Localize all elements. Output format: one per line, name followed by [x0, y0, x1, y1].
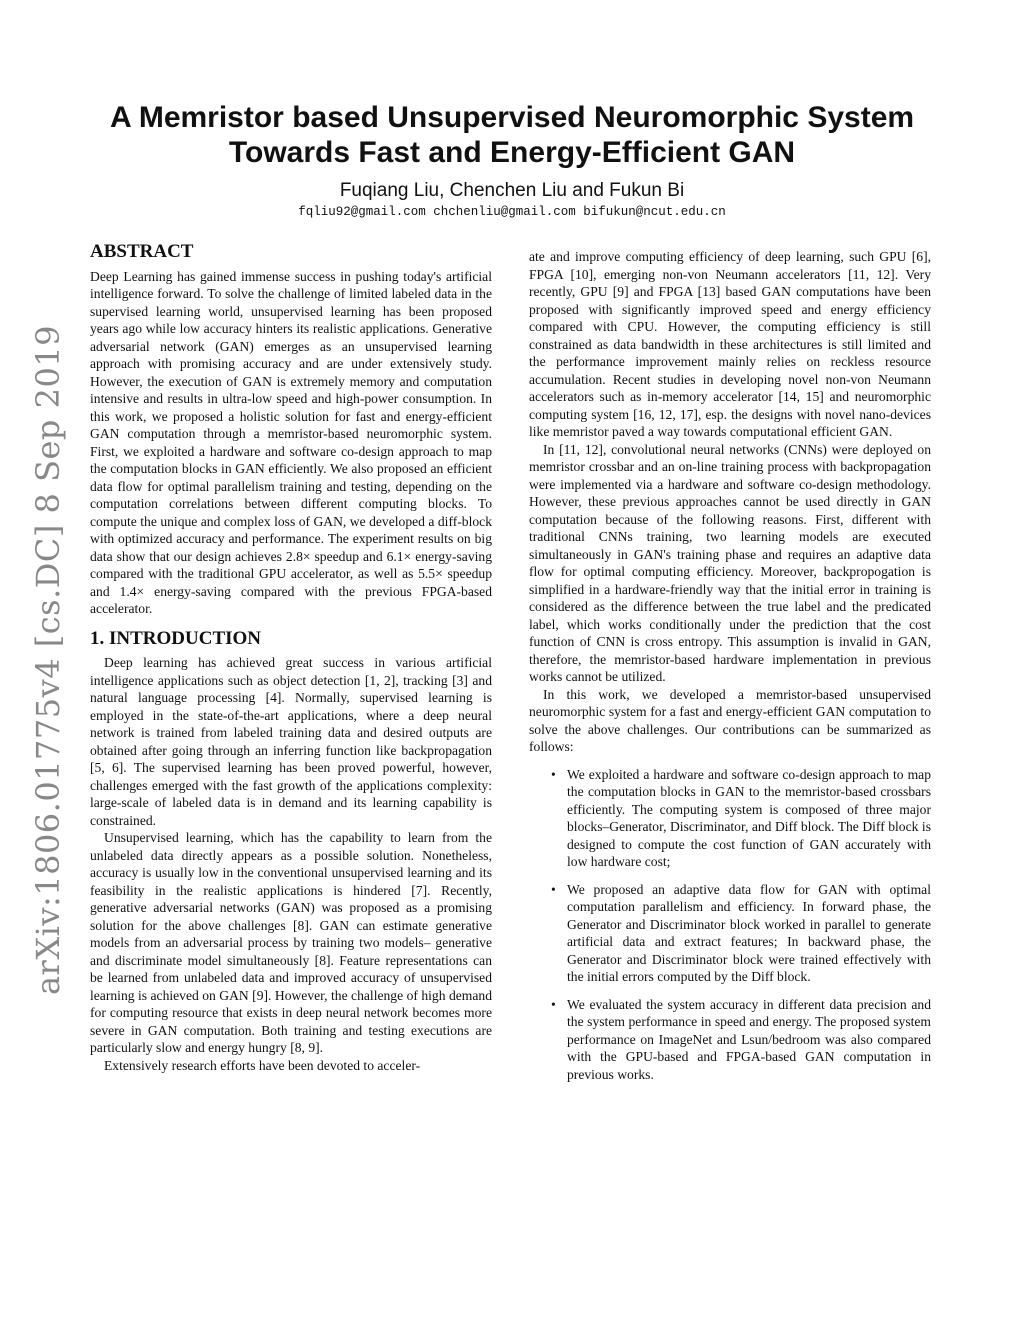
intro-paragraph-3-start: Extensively research efforts have been devoted to acceler-: [104, 1057, 421, 1073]
contribution-text: We evaluated the system accuracy in different data precision and the system performance in speed and energy. The proposed system performance on ImageNet and Lsun/bedroom was also compared with the GPU-based and FPGA-based GAN computation in previous works.: [567, 996, 931, 1082]
contribution-list: [529, 766, 931, 1084]
right-column: [529, 248, 931, 1093]
title-line-2: Towards Fast and Energy-Efficient GAN: [228, 136, 796, 169]
list-item: [529, 881, 931, 986]
bullet-icon: •: [551, 766, 556, 782]
intro-paragraph-5: In this work, we developed a memristor-based unsupervised neuromorphic system for a fast and energy-efficient GAN computation to solve the above challenges. Our contributions can be summarized as follows:: [529, 686, 931, 754]
abstract-heading: ABSTRACT: [90, 241, 194, 262]
left-column: [90, 243, 492, 1074]
intro-paragraph-2: Unsupervised learning, which has the capability to learn from the unlabeled data directly appears as a possible solution. Nonetheless, accuracy is usually low in the conventional unsupervised learning and its feasibility in the realistic applications is hindered [7]. Recently, generative adversarial networks (GAN) was proposed as a promising solution for the above challenges [8]. GAN can estimate generative models from an adversarial process by training two models– generative and discriminate model simultaneously [8]. Feature representations can be learned from unlabeled data and improved accuracy of unsupervised learning is achieved on GAN [9]. However, the challenge of high demand for computing resource that exists in deep neural network becomes more severe in GAN computation. Both training and testing executions are particularly slow and energy hungry [8, 9].: [90, 830, 492, 1055]
intro-paragraph-1: Deep learning has achieved great success in various artificial intelligence applications such as object detection [1, 2], tracking [3] and natural language processing [4]. Normally, supervised learning is employed in the state-of-the-art applications, where a deep neural network is trained from labeled training data and desired outputs are obtained after going through an inferring function like backpropagation [5, 6]. The supervised learning has been proved powerful, however, challenges emerged with the fast growth of the applications complexity: large-scale of labeled data is in demand and its learning capability is constrained.: [90, 655, 492, 828]
title-line-1: A Memristor based Unsupervised Neuromorphic System: [109, 101, 915, 134]
arxiv-identifier: arXiv:1806.01775v4 [cs.DC] 8 Sep 2019: [29, 324, 68, 996]
paper-title: [90, 100, 934, 170]
contribution-text: We proposed an adaptive data flow for GAN with optimal computation parallelism and efficiency. In forward phase, the Generator and Discriminator block worked in parallel to generate artificial data and extract features; In backward phase, the Generator and Discriminator block were trained effectively with the initial errors computed by the Diff block.: [567, 881, 931, 984]
author-emails: fqliu92@gmail.com chchenliu@gmail.com bifukun@ncut.edu.cn: [298, 205, 726, 219]
abstract-text: Deep Learning has gained immense success in pushing today's artificial intelligence forward. To solve the challenge of limited labeled data in the supervised learning world, unsupervised learning has been proposed years ago while low accuracy hinters its realistic applications. Generative adversarial network (GAN) emerges as an unsupervised learning approach with promising accuracy and are under extensively study. However, the execution of GAN is extremely memory and computation intensive and results in ultra-low speed and high-power consumption. In this work, we proposed a holistic solution for fast and energy-efficient GAN computation through a memristor-based neuromorphic system. First, we exploited a hardware and software co-design approach to map the computation blocks in GAN efficiently. We also proposed an efficient data flow for optimal parallelism training and testing, depending on the computation correlations between different computing blocks. To compute the unique and complex loss of GAN, we developed a diff-block with optimized accuracy and performance. The experiment results on big data show that our design achieves 2.8× speedup and 6.1× energy-saving compared with the traditional GPU accelerator, as well as 5.5× speedup and 1.4× energy-saving compared with the previous FPGA-based accelerator.: [90, 268, 492, 616]
contribution-text: We exploited a hardware and software co-design approach to map the computation blocks in GAN to the memristor-based crossbars efficiently. The computing system is composed of three major blocks–Generator, Discriminator, and Diff block. The Diff block is designed to compute the cost function of GAN accurately with low hardware cost;: [567, 766, 931, 869]
list-item: [529, 766, 931, 871]
list-item: [529, 996, 931, 1084]
bullet-icon: •: [551, 996, 556, 1012]
introduction-heading: 1. INTRODUCTION: [90, 627, 262, 649]
bullet-icon: •: [551, 881, 556, 897]
intro-paragraph-4: In [11, 12], convolutional neural networks (CNNs) were deployed on memristor crossbar and an on-line training process with backpropagation were implemented via a hardware and software co-design methodology. However, these previous approaches cannot be used directly in GAN computation because of the following reasons. First, different with traditional CNNs training, two learning models are executed simultaneously in GAN's training phase and requires an adaptive data flow for optimal computing efficiency. Moreover, backpropogation is simplified in a hardware-friendly way that the initial error in training is considered as the difference between the true label and the predicated label, which works conditionally under the prediction that the cost function of CNN is cross entropy. This assumption is invalid in GAN, therefore, the memristor-based hardware implementation in previous works cannot be utilized.: [529, 441, 931, 684]
author-list: Fuqiang Liu, Chenchen Liu and Fukun Bi: [339, 180, 685, 201]
intro-paragraph-3-continued: ate and improve computing efficiency of deep learning, such GPU [6], FPGA [10], emerging non-von Neumann accelerators [11, 12]. Very recently, GPU [9] and FPGA [13] based GAN computations have been proposed with significantly improved speed and energy efficiency compared with CPU. However, the computing efficiency is still constrained as data bandwidth in these architectures is still limited and the performance improvement mainly relies on reckless resource accumulation. Recent studies in developing novel non-von Neumann accelerators such as in-memory accelerator [14, 15] and neuromorphic computing system [16, 12, 17], esp. the designs with novel nano-devices like memristor paved a way towards computational efficient GAN.: [529, 249, 931, 439]
arxiv-sidebar: [16, 300, 80, 1020]
